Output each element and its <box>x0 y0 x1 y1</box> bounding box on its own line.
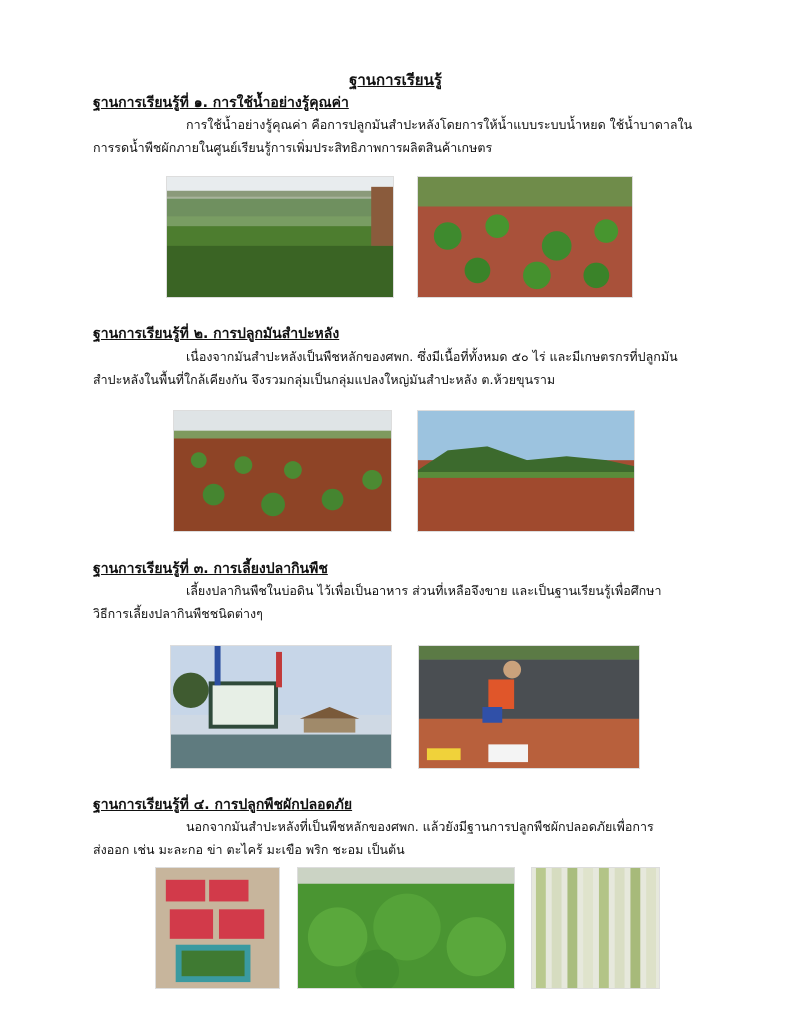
photo-sprinkler-field <box>166 176 394 298</box>
section-1-line-1: การใช้น้ำอย่างรู้คุณค่า คือการปลูกมันสำปะหลังโดยการให้น้ำแบบระบบน้ำหยด ใช้น้ำบาดาลใน <box>186 117 693 132</box>
photo-lemongrass <box>531 867 660 989</box>
photo-papaya-crates <box>155 867 280 989</box>
section-3-line-2: วิธีการเลี้ยงปลากินพืชชนิดต่างๆ <box>93 606 263 621</box>
section-3-paragraph <box>93 579 703 625</box>
section-4-heading: ฐานการเรียนรู้ที่ ๔. การปลูกพืชผักปลอดภัย <box>93 797 353 813</box>
photo-field-mountain <box>417 410 635 532</box>
section-2-line-1: เนื่องจากมันสำปะหลังเป็นพืชหลักของศพก. ซึ่งมีเนื้อที่ทั้งหมด ๕๐ ไร่ และมีเกษตรกรที่ปลูกมัน <box>186 349 678 364</box>
photo-cassava-plot-worker <box>173 410 392 532</box>
section-2-line-2: สำปะหลังในพื้นที่ใกล้เคียงกัน จึงรวมกลุ่มเป็นกลุ่มแปลงใหญ่มันสำปะหลัง ต.ห้วยขุนราม <box>93 372 556 387</box>
section-2-heading: ฐานการเรียนรู้ที่ ๒. การปลูกมันสำปะหลัง <box>93 326 340 342</box>
photo-young-cassava-rows <box>417 176 633 298</box>
photo-fish-pond-sign <box>170 645 392 769</box>
section-3-heading: ฐานการเรียนรู้ที่ ๓. การเลี้ยงปลากินพืช <box>93 561 328 577</box>
section-4-paragraph <box>93 815 703 861</box>
section-3-line-1: เลี้ยงปลากินพืชในบ่อดิน ไว้เพื่อเป็นอาหาร ส่วนที่เหลือจึงขาย และเป็นฐานเรียนรู้เพื่อศึกษา <box>186 583 662 598</box>
photo-leafy-plants <box>297 867 515 989</box>
section-1-heading: ฐานการเรียนรู้ที่ ๑. การใช้น้ำอย่างรู้คุณค่า <box>93 95 349 111</box>
photo-child-pond-liner <box>418 645 640 769</box>
section-4-line-1: นอกจากมันสำปะหลังที่เป็นพืชหลักของศพก. แล้วยังมีฐานการปลูกพืชผักปลอดภัยเพื่อการ <box>186 819 654 834</box>
section-4-line-2: ส่งออก เช่น มะละกอ ข่า ตะไคร้ มะเขือ พริก ชะอม เป็นต้น <box>93 842 405 857</box>
section-1-paragraph <box>93 113 703 159</box>
section-1-line-2: การรดน้ำพืชผักภายในศูนย์เรียนรู้การเพิ่มประสิทธิภาพการผลิตสินค้าเกษตร <box>93 140 493 155</box>
page-title: ฐานการเรียนรู้ <box>349 71 442 89</box>
section-2-paragraph <box>93 345 703 391</box>
